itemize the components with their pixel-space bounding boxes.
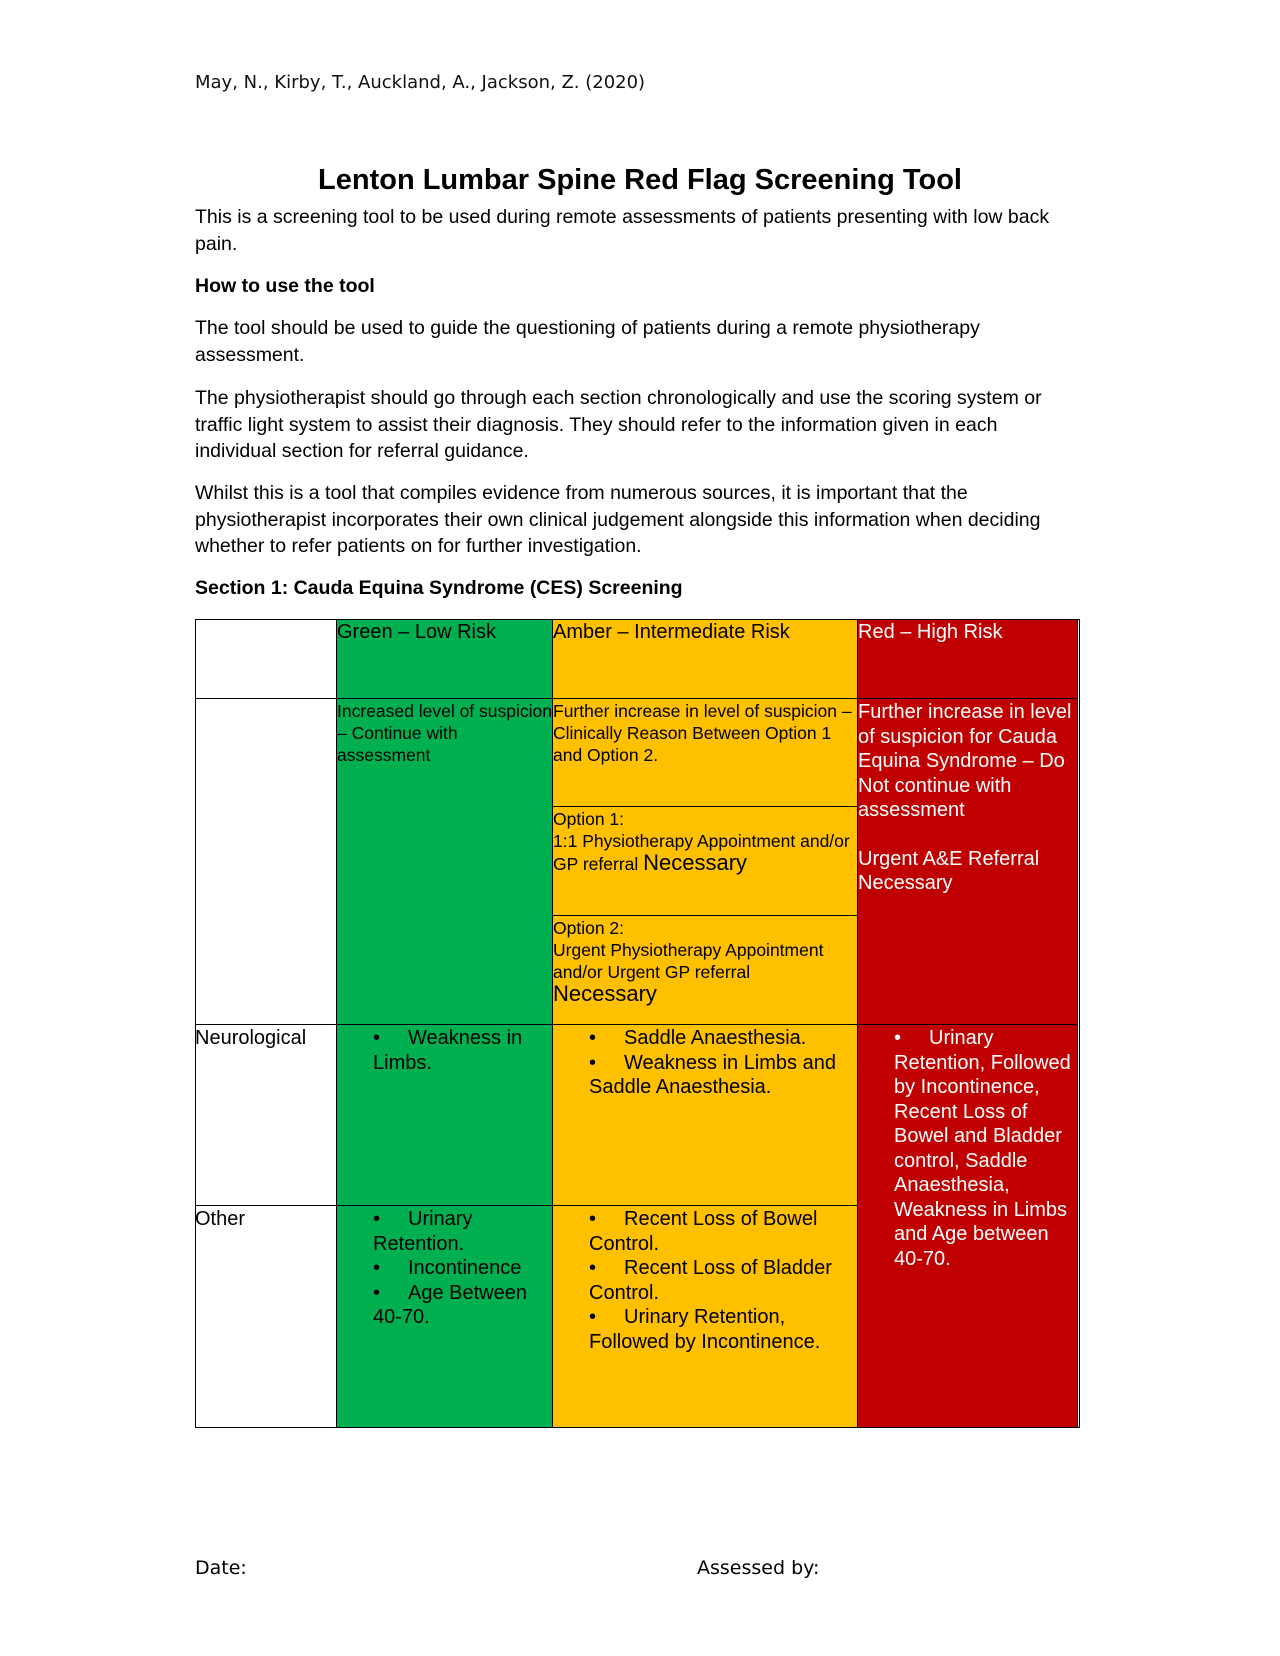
list-item: • Saddle Anaesthesia. xyxy=(589,1027,807,1049)
header-amber: Amber – Intermediate Risk xyxy=(553,619,858,699)
list-item: • Recent Loss of Bladder Control. xyxy=(589,1257,832,1304)
page-title: Lenton Lumbar Spine Red Flag Screening Tool xyxy=(318,164,962,196)
list-item: • Age Between 40-70. xyxy=(373,1281,527,1328)
guidance-red xyxy=(858,699,1078,1025)
section1-heading: Section 1: Cauda Equina Syndrome (CES) Screening xyxy=(195,577,683,599)
list-item: • Incontinence xyxy=(373,1257,522,1279)
list-item: • Weakness in Limbs and Saddle Anaesthesia. xyxy=(589,1051,836,1098)
intro-text: This is a screening tool to be used during remote assessments of patients presenting with low back pain. xyxy=(195,206,1050,255)
list-item: • Urinary Retention, Followed by Incontinence. xyxy=(589,1306,821,1353)
header-green: Green – Low Risk xyxy=(337,619,553,699)
option-1-cell xyxy=(553,807,858,916)
header-empty-cell xyxy=(195,619,337,699)
neurological-green-cell xyxy=(337,1025,553,1206)
list-item: • Weakness in Limbs. xyxy=(373,1027,523,1074)
guidance-amber: Further increase in level of suspicion – Clinically Reason Between Option 1 and Option 2. xyxy=(553,699,858,807)
how-to-heading: How to use the tool xyxy=(195,275,375,297)
option-2-cell xyxy=(553,916,858,1025)
list-item: • Urinary Retention, Followed by Incontinence, Recent Loss of Bowel and Bladder control, Saddle Anaesthesia, Weakness in Limbs and Age between 40-70. xyxy=(894,1027,1071,1270)
citation: May, N., Kirby, T., Auckland, A., Jackson, Z. (2020) xyxy=(195,72,646,93)
row-label-other: Other xyxy=(195,1206,337,1428)
neurological-amber-cell xyxy=(553,1025,858,1206)
other-green-cell xyxy=(337,1206,553,1428)
option-2-tail: Necessary xyxy=(553,981,657,1006)
option-1-title: Option 1: xyxy=(553,809,625,829)
paragraph-2: The physiotherapist should go through each section chronologically and use the scoring system or traffic light system to assist their diagnosis. They should refer to the information given in each individual section for referral guidance. xyxy=(195,387,1042,462)
option-1-tail: Necessary xyxy=(643,850,748,875)
header-red: Red – High Risk xyxy=(858,619,1078,699)
date-label: Date: xyxy=(195,1557,247,1579)
guidance-green: Increased level of suspicion – Continue with assessment xyxy=(337,699,553,1025)
red-criteria-cell xyxy=(858,1025,1078,1428)
paragraph-1: The tool should be used to guide the questioning of patients during a remote physiotherapy assessment. xyxy=(195,317,980,366)
option-2-title: Option 2: xyxy=(553,918,625,938)
option-2-text: Urgent Physiotherapy Appointment and/or Urgent GP referral xyxy=(553,940,824,982)
guidance-label-cell xyxy=(195,699,337,1025)
paragraph-3: Whilst this is a tool that compiles evidence from numerous sources, it is important that the physiotherapist incorporates their own clinical judgement alongside this information when deciding whether to refer patients on for further investigation. xyxy=(195,482,1041,557)
guidance-red-text: Further increase in level of suspicion for Cauda Equina Syndrome – Do Not continue with assessment xyxy=(858,701,1072,821)
assessed-by-label: Assessed by: xyxy=(697,1557,820,1579)
other-amber-cell xyxy=(553,1206,858,1428)
option-1-text: 1:1 Physiotherapy Appointment and/or GP referral xyxy=(553,831,850,874)
list-item: • Recent Loss of Bowel Control. xyxy=(589,1208,818,1255)
guidance-red-referral: Urgent A&E Referral Necessary xyxy=(858,847,1040,894)
list-item: • Urinary Retention. xyxy=(373,1208,473,1255)
row-label-neurological: Neurological xyxy=(195,1025,337,1206)
